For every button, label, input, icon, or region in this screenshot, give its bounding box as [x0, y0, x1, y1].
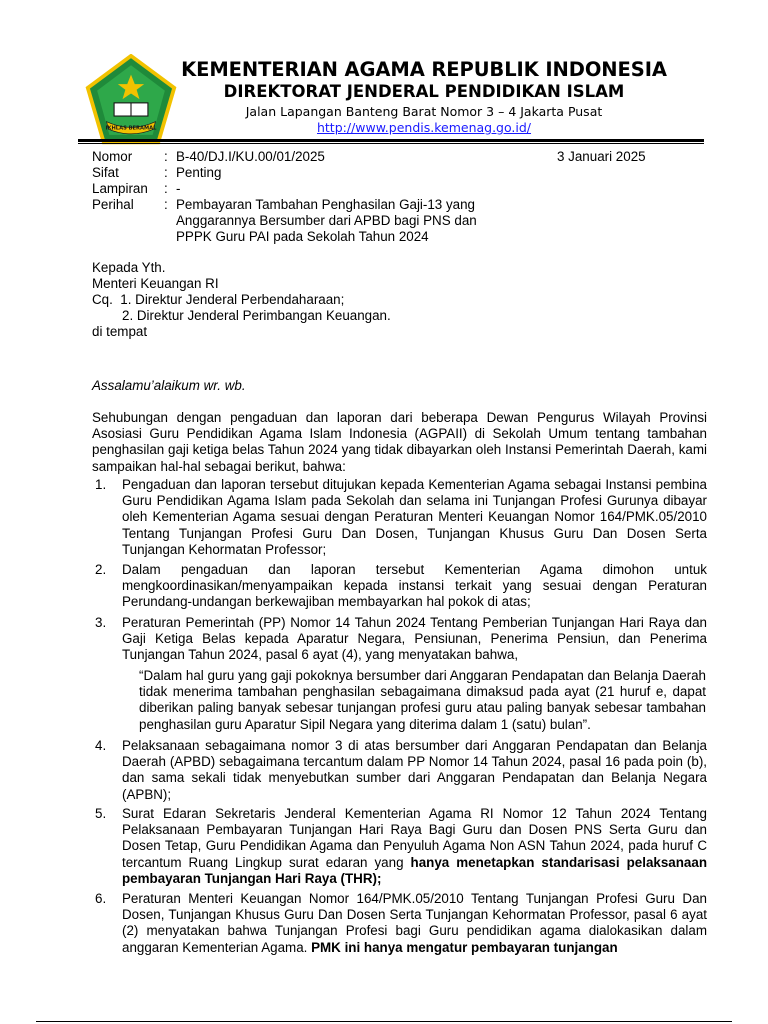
website-link[interactable]: http://www.pendis.kemenag.go.id/ [316, 120, 532, 135]
letterhead-rule-thin [78, 143, 704, 144]
letter-number: B-40/DJ.I/KU.00/01/2025 [176, 149, 325, 164]
recipient-cq-1: Cq. 1. Direktur Jenderal Perbendaharaan; [92, 292, 345, 307]
letter-date: 3 Januari 2025 [557, 149, 646, 164]
letter-page: IKHLAS BERAMAL KEMENTERIAN AGAMA REPUBLIK INDONESIA DIREKTORAT JENDERAL PENDIDIKAN ISLAM Jalan Lapangan Banteng Barat Nomor 3 – 4 Jakarta Pusat http://www.pendis.kemenag.go.id/ Nomor : B-40/DJ.I/KU.00/01/2025 3 Januari 2025 Sifat : Penting Lampiran : - Perihal : Pembayaran Tambahan Penghasilan Gaji-13 yang Anggarannya Bersumber dari APBD bagi PNS dan PPPK Guru PAI pada Sekolah Tahun 2024 Kepada Yth. Menteri Keuangan RI Cq. 1. Direktur Jenderal Perbendaharaan; 2. Direktur Jenderal Perimbangan Keuangan. di tempat Assalamu’alaikum wr. wb. Sehubungan dengan pengaduan dan laporan dari beberapa Dewan Pengurus Wilayah Provinsi Asosiasi Guru Pendidikan Agama Islam Indonesia (AGPAII) di Sekolah Umum tentang tambahan penghasilan gaji ketiga belas Tahun 2024 yang tidak dibayarkan oleh Instansi Pemerintah Daerah, kami sampaikan hal-hal sebagai berikut, bahwa: 1. Pengaduan dan laporan tersebut ditujukan kepada Kementerian Agama sebagai Instansi pembina Guru Pendidikan Agama Islam pada Sekolah dan selama ini Tunjangan Profesi Gurunya dibayar oleh Kementerian Agama sesuai dengan Peraturan Menteri Keuangan Nomor 164/PMK.05/2010 Tentang Tunjangan Profesi Guru Dan Dosen, Tunjangan Khusus Guru Dan Dosen Serta Tunjangan Kehormatan Professor; 2. Dalam pengaduan dan laporan tersebut Kementerian Agama dimohon untuk mengkoordinasikan/menyampaikan kepada instansi terkait yang sesuai dengan Peraturan Perundang-undangan berkewajiban membayarkan hal pokok di atas; 3. Peraturan Pemerintah (PP) Nomor 14 Tahun 2024 Tentang Pemberian Tunjangan Hari Raya dan Gaji Ketiga Belas kepada Aparatur Negara, Pensiunan, Penerima Pensiun, dan Penerima Tunjangan Tahun 2024, pasal 6 ayat (4), yang menyatakan bahwa, “Dalam hal guru yang gaji pokoknya bersumber dari Anggaran Pendapatan dan Belanja Daerah tidak menerima tambahan penghasilan sebagaimana dimaksud pada ayat (21 huruf e, dapat diberikan paling banyak sebesar tunjangan profesi guru atau paling banyak sebesar tambahan penghasilan guru Aparatur Sipil Negara yang diterima dalam 1 (satu) bulan”. 4. Pelaksanaan sebagaimana nomor 3 di atas bersumber dari Anggaran Pendapatan dan Belanja Daerah (APBD) sebagaimana tercantum dalam PP Nomor 14 Tahun 2024, pasal 16 pada poin (b), dan sama sekali tidak menyebutkan sumber dari Anggaran Pendapatan dan Belanja Negara (APBN); 5. Surat Edaran Sekretaris Jenderal Kementerian Agama RI Nomor 12 Tahun 2024 Tentang Pelaksanaan Pembayaran Tunjangan Hari Raya Bagi Guru dan Dosen PNS Serta Guru dan Dosen Tetap, Guru Pendidikan Agama dan Penyuluh Agama Non ASN Tahun 2024, pada huruf C tercantum Ruang Lingkup surat edaran yang hanya menetapkan standarisasi pelaksanaan pembayaran Tunjangan Hari Raya (THR); 6. Peraturan Menteri Keuangan Nomor 164/PMK.05/2010 Tentang Tunjangan Profesi Guru Dan Dosen, Tunjangan Khusus Guru Dan Dosen Serta Tunjangan Kehormatan Professor, pasal 6 ayat (2) menyatakan bahwa Tunjangan Profesi bagi Guru pendidikan agama dialokasikan dalam anggaran Kementerian Agama. PMK ini hanya mengatur pembayaran tunjangan [0, 0, 768, 1024]
letterhead-address: Jalan Lapangan Banteng Barat Nomor 3 – 4 Jakarta Pusat [245, 104, 603, 119]
recipient-name: Menteri Keuangan RI [92, 276, 219, 291]
logo-motto: IKHLAS BERAMAL [105, 125, 157, 132]
letterhead-rule-thick [78, 139, 704, 142]
recipient-cq-2: 2. Direktur Jenderal Perimbangan Keuangan. [122, 308, 391, 323]
quoted-regulation: “Dalam hal guru yang gaji pokoknya bersumber dari Anggaran Pendapatan dan Belanja Daerah tidak menerima tambahan penghasilan sebagaimana dimaksud pada ayat (21 huruf e, dapat diberikan paling banyak sebesar tunjangan profesi guru atau paling banyak sebesar tambahan penghasilan guru Aparatur Sipil Negara yang diterima dalam 1 (satu) bulan”. [139, 668, 706, 732]
recipient-greeting: Kepada Yth. [92, 260, 166, 275]
ministry-title: KEMENTERIAN AGAMA REPUBLIK INDONESIA [181, 58, 667, 81]
page-bottom-rule [36, 1021, 732, 1022]
directorate-title: DIREKTORAT JENDERAL PENDIDIKAN ISLAM [223, 82, 625, 101]
emphasis-text: hanya menetapkan standarisasi pelaksanaan pembayaran Tunjangan Hari Raya (THR); [122, 854, 707, 886]
kemenag-logo [84, 54, 178, 148]
recipient-place: di tempat [92, 324, 148, 339]
emphasis-text: PMK ini hanya mengatur pembayaran tunjangan [311, 939, 618, 955]
intro-paragraph: Sehubungan dengan pengaduan dan laporan dari beberapa Dewan Pengurus Wilayah Provinsi Asosiasi Guru Pendidikan Agama Islam Indonesia (AGPAII) di Sekolah Umum tentang tambahan penghasilan gaji ketiga belas Tahun 2024 yang tidak dibayarkan oleh Instansi Pemerintah Daerah, kami sampaikan hal-hal sebagai berikut, bahwa: [92, 410, 707, 474]
letterhead-url-line [170, 120, 678, 135]
salutation: Assalamu’alaikum wr. wb. [92, 378, 246, 393]
